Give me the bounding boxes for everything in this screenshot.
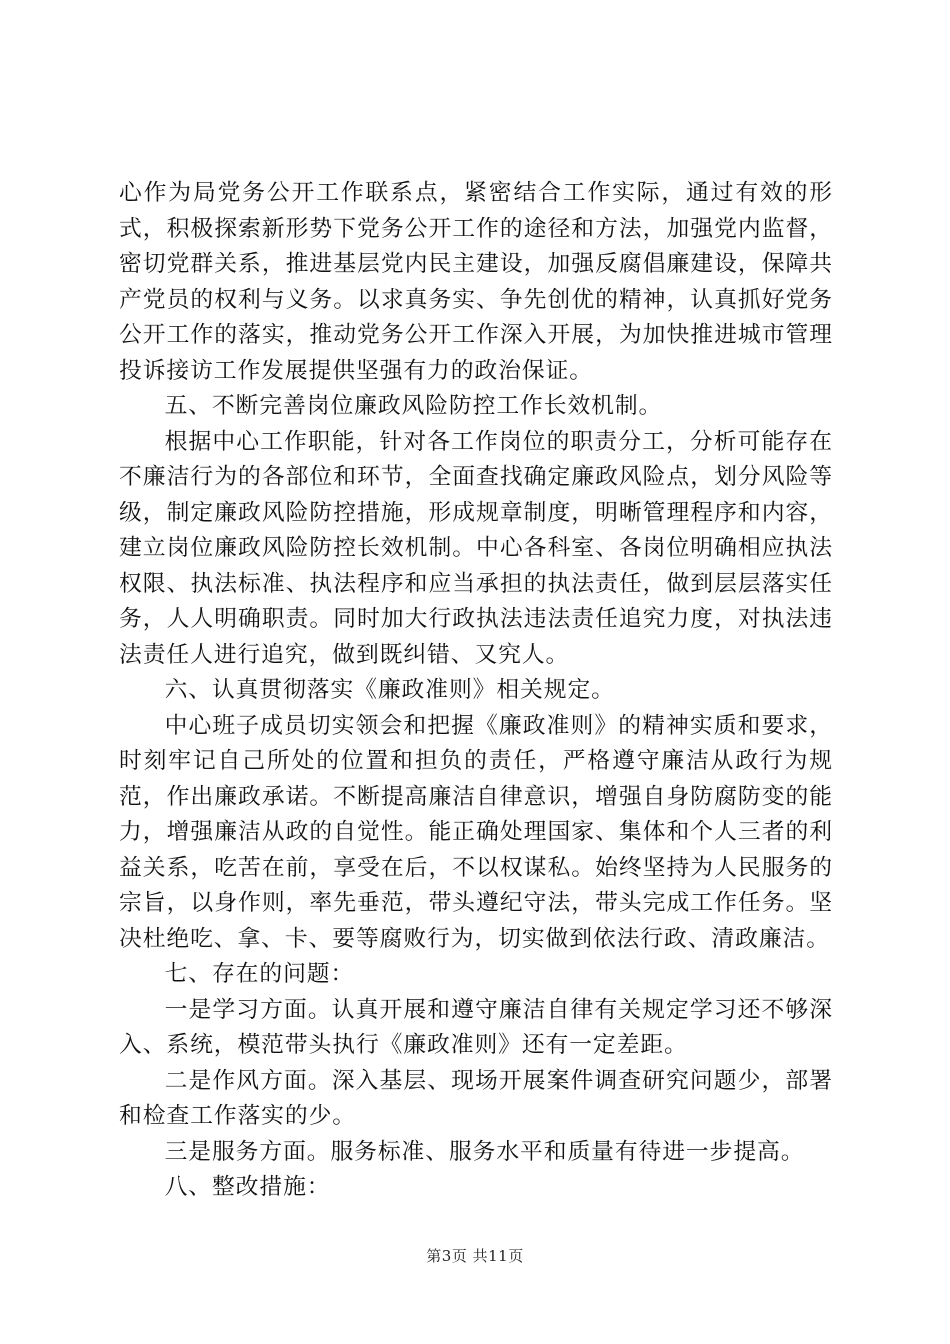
page-number-footer: 第3页 共11页 [426,1247,524,1265]
problem-item-service: 三是服务方面。服务标准、服务水平和质量有待进一步提高。 [164,1138,805,1165]
section-heading-8: 八、整改措施： [164,1174,331,1200]
paragraph-risk-control: 根据中心工作职能，针对各工作岗位的职责分工，分析可能存在不廉洁行为的各部位和环节，全面查找确定廉政风险点，划分风险等级，制定廉政风险防控措施，形成规章制度，明晰管理程序和内容，建立岗位廉政风险防控长效机制。中心各科室、各岗位明确相应执法权限、执法标准、执法程序和应当承担的执法责任，做到层层落实任务，人人明确职责。同时加大行政执法违法责任追究力度，对执法违法责任人进行追究，做到既纠错、又究人。 [119,428,833,668]
paragraph-integrity-code: 中心班子成员切实领会和把握《廉政准则》的精神实质和要求，时刻牢记自己所处的位置和担负的责任，严格遵守廉洁从政行为规范，作出廉政承诺。不断提高廉洁自律意识，增强自身防腐防变的能力，增强廉洁从政的自觉性。能正确处理国家、集体和个人三者的利益关系，吃苦在前，享受在后，不以权谋私。始终坚持为人民服务的宗旨，以身作则，率先垂范，带头遵纪守法，带头完成工作任务。坚决杜绝吃、拿、卡、要等腐败行为，切实做到依法行政、清政廉洁。 [119,712,833,952]
document-body [119,176,833,1206]
section-heading-5: 五、不断完善岗位廉政风险防控工作长效机制。 [164,393,663,419]
section-heading-6: 六、认真贯彻落实《廉政准则》相关规定。 [164,677,615,703]
problem-item-study: 一是学习方面。认真开展和遵守廉洁自律有关规定学习还不够深入、系统，模范带头执行《廉政准则》还有一定差距。 [119,996,833,1058]
section-heading-7: 七、存在的问题： [164,961,355,987]
paragraph-intro-continuation: 心作为局党务公开工作联系点，紧密结合工作实际，通过有效的形式，积极探索新形势下党务公开工作的途径和方法，加强党内监督，密切党群关系，推进基层党内民主建设，加强反腐倡廉建设，保障共产党员的权利与义务。以求真务实、争先创优的精神，认真抓好党务公开工作的落实，推动党务公开工作深入开展，为加快推进城市管理投诉接访工作发展提供坚强有力的政治保证。 [119,180,833,384]
problem-item-style: 二是作风方面。深入基层、现场开展案件调查研究问题少，部署和检查工作落实的少。 [119,1067,833,1129]
